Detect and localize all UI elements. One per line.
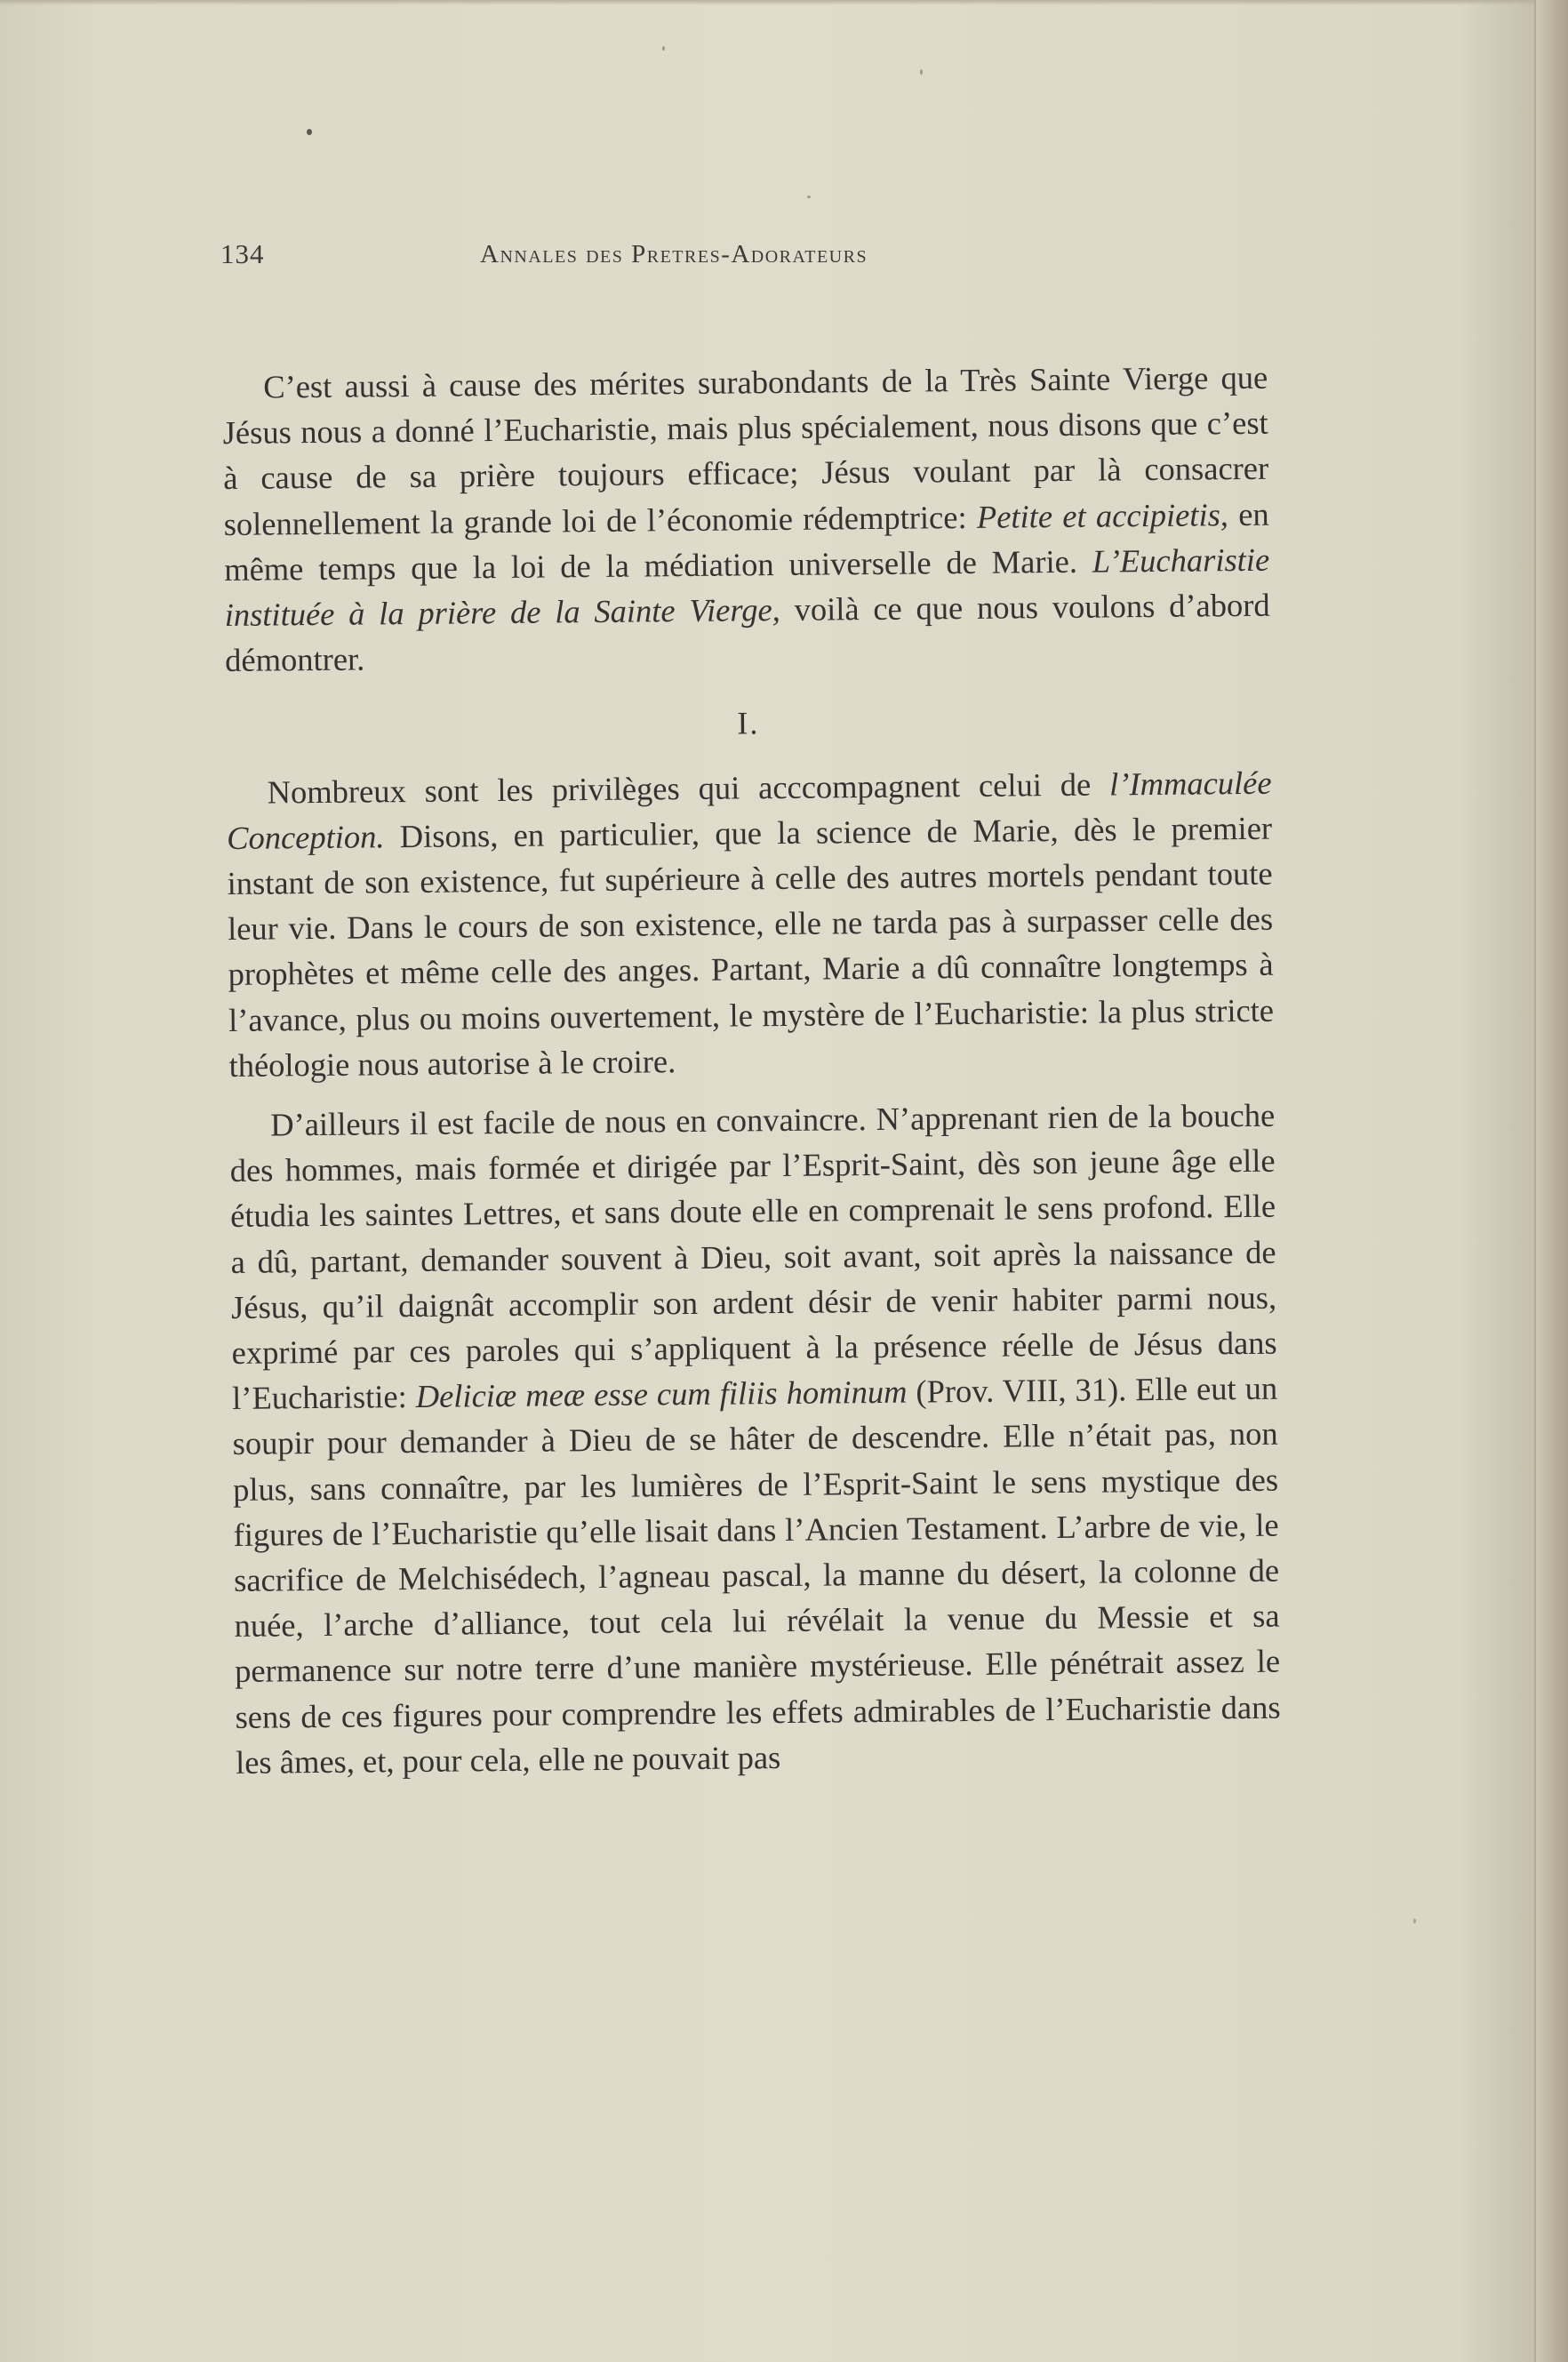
- paragraph-3: [229, 1093, 1281, 1785]
- paragraph-text: Nombreux sont les privilèges qui acccompagnent celui de: [267, 765, 1110, 811]
- ink-speck: [920, 69, 923, 75]
- paragraph-text: D’ailleurs il est facile de nous en convaincre. N’apprenant rien de la bouche des hommes, mais formée et dirigée par l’Esprit-Saint, dès son jeune âge elle étudia les saintes Lettres, et sans doute elle en comprenait le sens profond. Elle a dû, partant, demander souvent à Dieu, soit avant, soit après la naissance de Jésus, qu’il daignât accomplir son ardent désir de venir habiter parmi nous, exprimé par ces paroles qui s’appliquent à la présence réelle de Jésus dans l’Eucharistie:: [229, 1096, 1277, 1417]
- top-edge-shadow: [0, 0, 1536, 5]
- ink-speck: [1413, 1918, 1416, 1924]
- paragraph-2: [226, 759, 1274, 1088]
- paragraph-text: en même temps que la loi de la médiation universelle de Marie.: [224, 495, 1269, 588]
- running-title: Annales des Pretres-Adorateurs: [480, 240, 868, 268]
- ink-speck: [307, 129, 312, 135]
- paragraph-text: Disons, en particulier, que la science de Marie, dès le premier instant de son existence, fut supérieure à celle des autres mortels pendant toute leur vie. Dans le cours de son existence, elle ne tarda pas à surpasser celle des prophètes et même celle des anges. Partant, Marie a dû connaître longtemps à l’avance, plus ou moins ouvertement, le mystère de l’Eucharistie: la plus stricte théologie nous autorise à le croire.: [227, 809, 1275, 1084]
- latin-quote: Petite et accipietis,: [976, 495, 1229, 535]
- page-right-edge: [1534, 0, 1568, 2362]
- page-number: 134: [220, 238, 265, 269]
- paragraph-text: (Prov. VIII, 31). Elle eut un soupir pour demander à Dieu de se hâter de descendre. Elle n’était pas, non plus, sans connaître, par les lumières de l’Esprit-Saint le sens mystique des figures de l’Eucharistie qu’elle lisait dans l’Ancien Testament. L’arbre de vie, le sacrifice de Melchisédech, l’agneau pascal, la manne du désert, la colonne de nuée, l’arche d’alliance, tout cela lui révélait la venue du Messie et sa permanence sur notre terre d’une manière mystérieuse. Elle pénétrait assez le sens de ces figures pour comprendre les effets admirables de l’Eucharistie dans les âmes, et, pour cela, elle ne pouvait pas: [232, 1369, 1281, 1781]
- thesis-statement: L’Eucharistie instituée à la prière de la Sainte Vierge,: [224, 540, 1270, 634]
- paragraph-text: voilà ce que nous voulons d’abord démontrer.: [224, 586, 1270, 679]
- emphasized-term: l’Immaculée Conception.: [226, 764, 1272, 856]
- body-text: [222, 355, 1281, 1785]
- paragraph-text: C’est aussi à cause des mérites surabondants de la Très Sainte Vierge que Jésus nous a donné l’Eucharistie, mais plus spécialement, nous disons que c’est à cause de sa prière toujours efficace; Jésus voulant par là consacrer solennellement la grande loi de l’économie rédemptrice:: [222, 358, 1269, 542]
- paragraph-1: [222, 355, 1270, 684]
- ink-speck: [807, 196, 811, 198]
- running-header: [220, 238, 1296, 274]
- section-heading: I.: [737, 705, 760, 741]
- ink-speck: [662, 46, 665, 51]
- latin-quote: Deliciæ meæ esse cum filiis hominum: [415, 1373, 908, 1415]
